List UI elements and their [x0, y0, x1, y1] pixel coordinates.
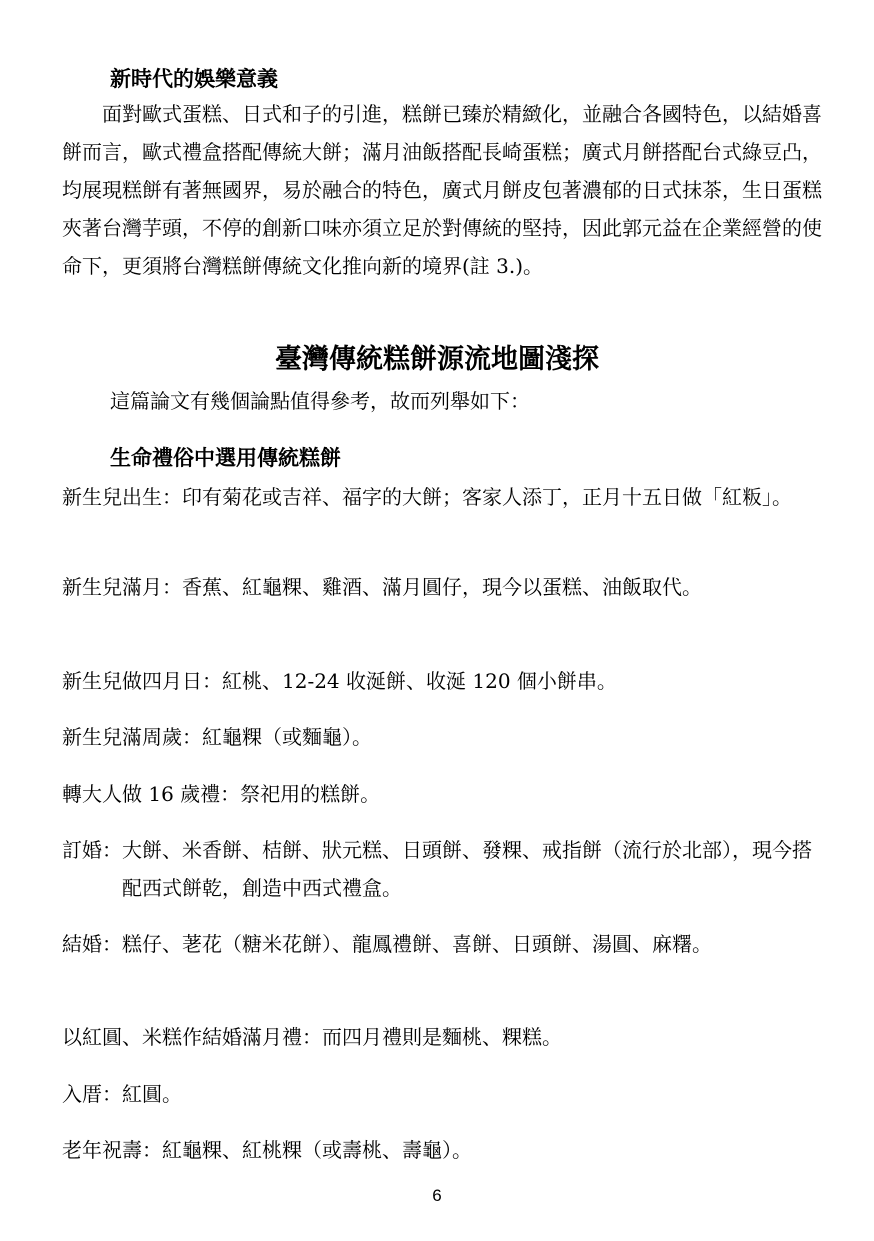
list-item	[62, 662, 822, 700]
item-text: 紅桃、12-24 收涎餅、收涎 120 個小餅串。	[222, 669, 617, 693]
item-label: 新生兒出生：	[62, 485, 182, 509]
item-label: 入厝：	[62, 1082, 122, 1106]
item-text: 印有菊花或吉祥、福字的大餅；客家人添丁，正月十五日做「紅粄」。	[182, 485, 792, 509]
intro-text: 這篇論文有幾個論點值得參考，故而列舉如下：	[110, 389, 530, 413]
item-text: 祭祀用的糕餅。	[240, 782, 381, 806]
list-item	[62, 478, 822, 516]
item-label: 新生兒做四月日：	[62, 669, 222, 693]
list-item	[62, 1018, 822, 1056]
page-number: 6	[432, 1186, 442, 1205]
list-item	[62, 775, 822, 813]
item-label: 以紅圓、米糕作結婚滿月禮：	[62, 1025, 322, 1049]
item-label: 老年祝壽：	[62, 1138, 162, 1162]
item-label: 新生兒滿月：	[62, 575, 182, 599]
item-label: 新生兒滿周歲：	[62, 725, 202, 749]
item-label: 結婚：	[62, 932, 122, 956]
list-item	[62, 831, 822, 907]
page-title: 臺灣傳統糕餅源流地圖淺探	[275, 344, 599, 375]
item-text: 香蕉、紅龜粿、雞酒、滿月圓仔，現今以蛋糕、油飯取代。	[182, 575, 702, 599]
item-text: 紅圓。	[122, 1082, 182, 1106]
item-label: 訂婚：	[62, 838, 122, 862]
list-item	[62, 925, 822, 963]
item-text: 糕仔、荖花（糖米花餅）、龍鳳禮餅、喜餅、日頭餅、湯圓、麻糬。	[122, 932, 712, 956]
item-text: 而四月禮則是麵桃、粿糕。	[322, 1025, 562, 1049]
item-text: 紅龜粿、紅桃粿（或壽桃、壽龜）。	[162, 1138, 472, 1162]
list-item	[62, 568, 822, 606]
list-item	[62, 718, 822, 756]
item-text: 紅龜粿（或麵龜）。	[202, 725, 372, 749]
list-item	[62, 1075, 822, 1113]
section-heading-entertainment: 新時代的娛樂意義	[110, 67, 278, 91]
item-text: 大餅、米香餅、桔餅、狀元糕、日頭餅、發粿、戒指餅（流行於北部），現今搭配西式餅乾，創造中西式禮盒。	[122, 838, 812, 900]
section-paragraph: 面對歐式蛋糕、日式和子的引進，糕餅已臻於精緻化，並融合各國特色，以結婚喜餅而言，歐式禮盒搭配傳統大餅；滿月油飯搭配長崎蛋糕；廣式月餅搭配台式綠豆凸，均展現糕餅有著無國界，易於融合的特色，廣式月餅皮包著濃郁的日式抹茶，生日蛋糕夾著台灣芋頭，不停的創新口味亦須立足於對傳統的堅持，因此郭元益在企業經營的使命下，更須將台灣糕餅傳統文化推向新的境界(註 3.)。	[62, 102, 822, 278]
item-label: 轉大人做 16 歲禮：	[62, 782, 241, 806]
section-heading-life-rituals: 生命禮俗中選用傳統糕餅	[110, 446, 341, 470]
list-item	[62, 1131, 822, 1169]
